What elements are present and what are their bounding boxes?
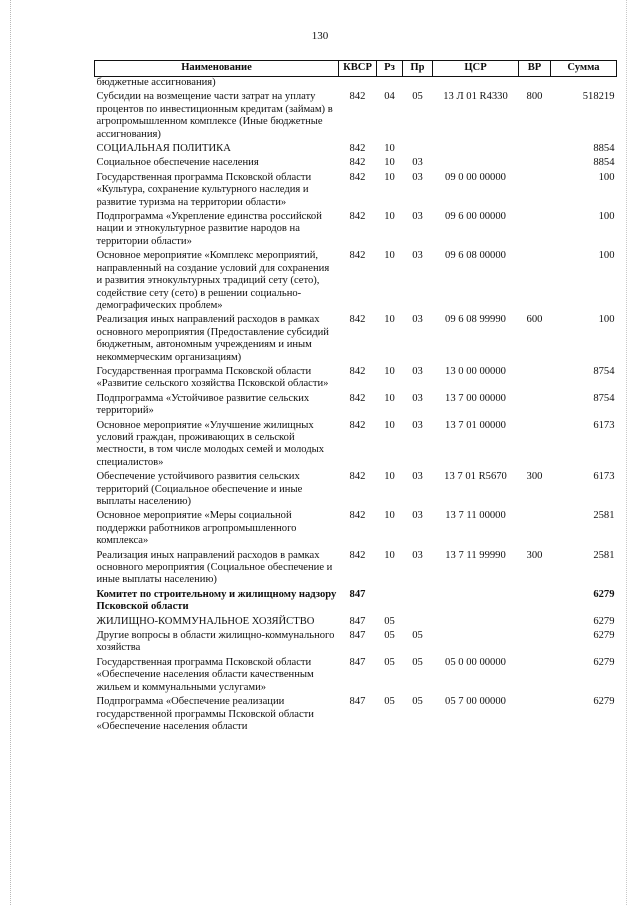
cell-pr: 05	[412, 656, 423, 668]
table-row	[95, 91, 617, 143]
cell-csr: 09 6 08 99990	[445, 314, 506, 326]
cell-vr	[519, 366, 551, 393]
cell-name: Государственная программа Псковской области «Культура, сохранение культурного наследия и развитие туризма на территории области»	[96, 171, 312, 208]
cell-sum: 100	[598, 171, 615, 183]
cell-csr: 05 0 00 00000	[445, 656, 506, 668]
cell-pr: 03	[412, 549, 423, 561]
cell-name: Основное мероприятие «Улучшение жилищных условий граждан, проживающих в сельской местности, в том числе молодых семей и молодых специалистов»	[96, 419, 325, 468]
cell-name: Реализация иных направлений расходов в рамках основного мероприятия (Предоставление субсидий бюджетным, автономным учреждениям и иным некоммерческим организациям)	[96, 314, 329, 363]
cell-vr	[519, 211, 551, 250]
cell-rz	[377, 77, 403, 92]
cell-sum: 100	[598, 314, 615, 326]
cell-sum: 6279	[593, 615, 615, 627]
cell-kvsr: 842	[349, 157, 366, 169]
cell-name: Комитет по строительному и жилищному надзору Псковской области	[96, 588, 337, 613]
cell-name: Подпрограмма «Укрепление единства российской нации и этнокультурное развитие народов на территории области»	[96, 211, 322, 247]
table-row	[95, 510, 617, 549]
cell-kvsr: 842	[349, 419, 366, 431]
header-pr: Пр	[403, 61, 433, 77]
cell-name: СОЦИАЛЬНАЯ ПОЛИТИКА	[96, 143, 231, 155]
table-row	[95, 393, 617, 420]
cell-sum: 6279	[593, 656, 615, 668]
cell-pr: 03	[412, 211, 423, 223]
cell-kvsr: 847	[349, 588, 366, 600]
cell-kvsr: 842	[349, 91, 366, 103]
header-kvsr: КВСР	[339, 61, 377, 77]
cell-pr	[403, 616, 433, 630]
cell-sum: 8754	[593, 365, 615, 377]
cell-kvsr: 847	[349, 656, 366, 668]
cell-vr	[519, 589, 551, 616]
cell-rz: 05	[384, 630, 395, 642]
cell-rz: 10	[384, 211, 395, 223]
cell-pr: 05	[412, 630, 423, 642]
cell-csr	[433, 77, 519, 92]
cell-vr	[519, 616, 551, 630]
cell-sum: 8754	[593, 392, 615, 404]
cell-pr: 03	[412, 171, 423, 183]
cell-csr	[433, 616, 519, 630]
cell-vr	[519, 696, 551, 735]
cell-rz: 10	[384, 419, 395, 431]
table-row	[95, 314, 617, 366]
cell-pr: 05	[412, 696, 423, 708]
cell-rz: 10	[384, 314, 395, 326]
cell-kvsr: 847	[349, 615, 366, 627]
cell-sum: 6279	[593, 696, 615, 708]
cell-vr	[519, 143, 551, 157]
cell-vr: 800	[526, 91, 543, 103]
cell-csr: 13 7 11 00000	[445, 510, 506, 522]
cell-sum: 2581	[593, 549, 615, 561]
cell-pr: 03	[412, 392, 423, 404]
cell-kvsr: 842	[349, 171, 366, 183]
cell-name: Реализация иных направлений расходов в рамках основного мероприятия (Социальное обеспечение и иные выплаты населению)	[96, 549, 333, 586]
table-row	[95, 696, 617, 735]
cell-csr: 13 7 11 99990	[445, 549, 506, 561]
cell-csr: 13 7 00 00000	[445, 392, 506, 404]
cell-name: Другие вопросы в области жилищно-коммунального хозяйства	[96, 630, 335, 654]
cell-csr: 13 Л 01 R4330	[443, 91, 508, 103]
cell-name: Подпрограмма «Устойчивое развитие сельских территорий»	[96, 392, 310, 417]
cell-kvsr: 842	[349, 510, 366, 522]
cell-rz: 10	[384, 171, 395, 183]
cell-kvsr: 847	[349, 630, 366, 642]
header-name: Наименование	[95, 61, 339, 77]
cell-pr: 03	[412, 157, 423, 169]
cell-pr	[403, 143, 433, 157]
cell-rz: 10	[384, 392, 395, 404]
cell-pr: 03	[412, 510, 423, 522]
table-row	[95, 211, 617, 250]
cell-vr	[519, 630, 551, 657]
cell-csr	[433, 157, 519, 171]
cell-vr	[519, 420, 551, 472]
cell-kvsr	[339, 77, 377, 92]
cell-vr: 300	[526, 471, 543, 483]
cell-name: Государственная программа Псковской области «Развитие сельского хозяйства Псковской области»	[96, 365, 329, 390]
cell-csr: 13 7 01 00000	[445, 419, 506, 431]
cell-name: ЖИЛИЩНО-КОММУНАЛЬНОЕ ХОЗЯЙСТВО	[96, 615, 315, 627]
cell-pr: 03	[412, 250, 423, 262]
cell-name: Основное мероприятие «Комплекс мероприятий, направленный на создание условий для сохранения и развития этнокультурных традиций сету (сето), содействие сету (сето) в решении социально-демографических проблем»	[96, 250, 330, 311]
cell-sum: 2581	[593, 510, 615, 522]
cell-sum: 8854	[593, 143, 615, 155]
table-row	[95, 420, 617, 472]
cell-vr	[519, 157, 551, 171]
cell-vr: 600	[526, 314, 543, 326]
cell-name: Основное мероприятие «Меры социальной поддержки работников агропромышленного комплекса»	[96, 510, 297, 547]
cell-kvsr: 842	[349, 314, 366, 326]
cell-pr: 05	[412, 91, 423, 103]
cell-sum: 518219	[582, 91, 615, 103]
table-row	[95, 471, 617, 510]
cell-sum: 100	[598, 211, 615, 223]
cell-pr	[403, 77, 433, 92]
cell-vr	[519, 657, 551, 696]
cell-kvsr: 842	[349, 549, 366, 561]
cell-csr: 05 7 00 00000	[445, 696, 506, 708]
table-header-row	[95, 61, 617, 77]
cell-vr	[519, 510, 551, 549]
cell-rz: 04	[384, 91, 395, 103]
table-row	[95, 550, 617, 589]
cell-sum: 8854	[593, 157, 615, 169]
cell-rz: 05	[384, 656, 395, 668]
cell-kvsr: 842	[349, 365, 366, 377]
cell-vr	[519, 393, 551, 420]
cell-sum: 6173	[593, 419, 615, 431]
budget-table	[94, 60, 617, 735]
cell-name: бюджетные ассигнования)	[96, 77, 216, 88]
cell-csr: 13 7 01 R5670	[444, 471, 507, 483]
table-row	[95, 589, 617, 616]
cell-rz: 10	[384, 157, 395, 169]
cell-name: Подпрограмма «Обеспечение реализации государственной программы Псковской области «Обеспечение населения области	[96, 696, 314, 732]
cell-sum: 6173	[593, 471, 615, 483]
cell-kvsr: 842	[349, 143, 366, 155]
cell-rz: 10	[384, 365, 395, 377]
header-sum: Сумма	[551, 61, 617, 77]
cell-csr: 09 0 00 00000	[445, 171, 506, 183]
cell-rz: 10	[384, 510, 395, 522]
header-rz: Рз	[377, 61, 403, 77]
cell-vr: 300	[526, 549, 543, 561]
cell-kvsr: 842	[349, 471, 366, 483]
scan-edge-right	[626, 0, 627, 905]
cell-sum: 6279	[593, 588, 615, 600]
cell-vr	[519, 250, 551, 314]
cell-pr: 03	[412, 471, 423, 483]
cell-pr: 03	[412, 419, 423, 431]
cell-rz: 05	[384, 696, 395, 708]
header-vr: ВР	[519, 61, 551, 77]
cell-name: Социальное обеспечение населения	[96, 157, 259, 169]
table-row	[95, 366, 617, 393]
scan-edge-left	[10, 0, 11, 905]
cell-csr: 09 6 08 00000	[445, 250, 506, 262]
cell-name: Субсидии на возмещение части затрат на уплату процентов по инвестиционным кредитам (займам) в агропромышленном комплексе (Иные бюджетные ассигнования)	[96, 91, 333, 140]
page-number: 130	[311, 30, 329, 42]
cell-rz: 10	[384, 143, 395, 155]
table-row	[95, 172, 617, 211]
cell-vr	[519, 77, 551, 92]
table-row	[95, 657, 617, 696]
table-row	[95, 157, 617, 171]
header-csr: ЦСР	[433, 61, 519, 77]
cell-sum: 6279	[593, 630, 615, 642]
cell-rz	[377, 589, 403, 616]
cell-pr	[403, 589, 433, 616]
table-row	[95, 616, 617, 630]
cell-kvsr: 842	[349, 250, 366, 262]
cell-csr: 09 6 00 00000	[445, 211, 506, 223]
cell-kvsr: 847	[349, 696, 366, 708]
cell-sum	[551, 77, 617, 92]
cell-name: Государственная программа Псковской области «Обеспечение населения области качественным жильем и коммунальными услугами»	[96, 656, 314, 693]
cell-rz: 05	[384, 615, 395, 627]
cell-rz: 10	[384, 549, 395, 561]
table-row	[95, 630, 617, 657]
cell-pr: 03	[412, 314, 423, 326]
cell-kvsr: 842	[349, 392, 366, 404]
cell-csr	[433, 589, 519, 616]
cell-csr	[433, 630, 519, 657]
cell-pr: 03	[412, 365, 423, 377]
cell-vr	[519, 172, 551, 211]
cell-csr: 13 0 00 00000	[445, 365, 506, 377]
cell-kvsr: 842	[349, 211, 366, 223]
table-row	[95, 77, 617, 92]
cell-name: Обеспечение устойчивого развития сельских территорий (Социальное обеспечение и иные выплаты населению)	[96, 471, 303, 507]
table-row	[95, 250, 617, 314]
cell-rz: 10	[384, 471, 395, 483]
table-row	[95, 143, 617, 157]
cell-rz: 10	[384, 250, 395, 262]
cell-sum: 100	[598, 250, 615, 262]
cell-csr	[433, 143, 519, 157]
